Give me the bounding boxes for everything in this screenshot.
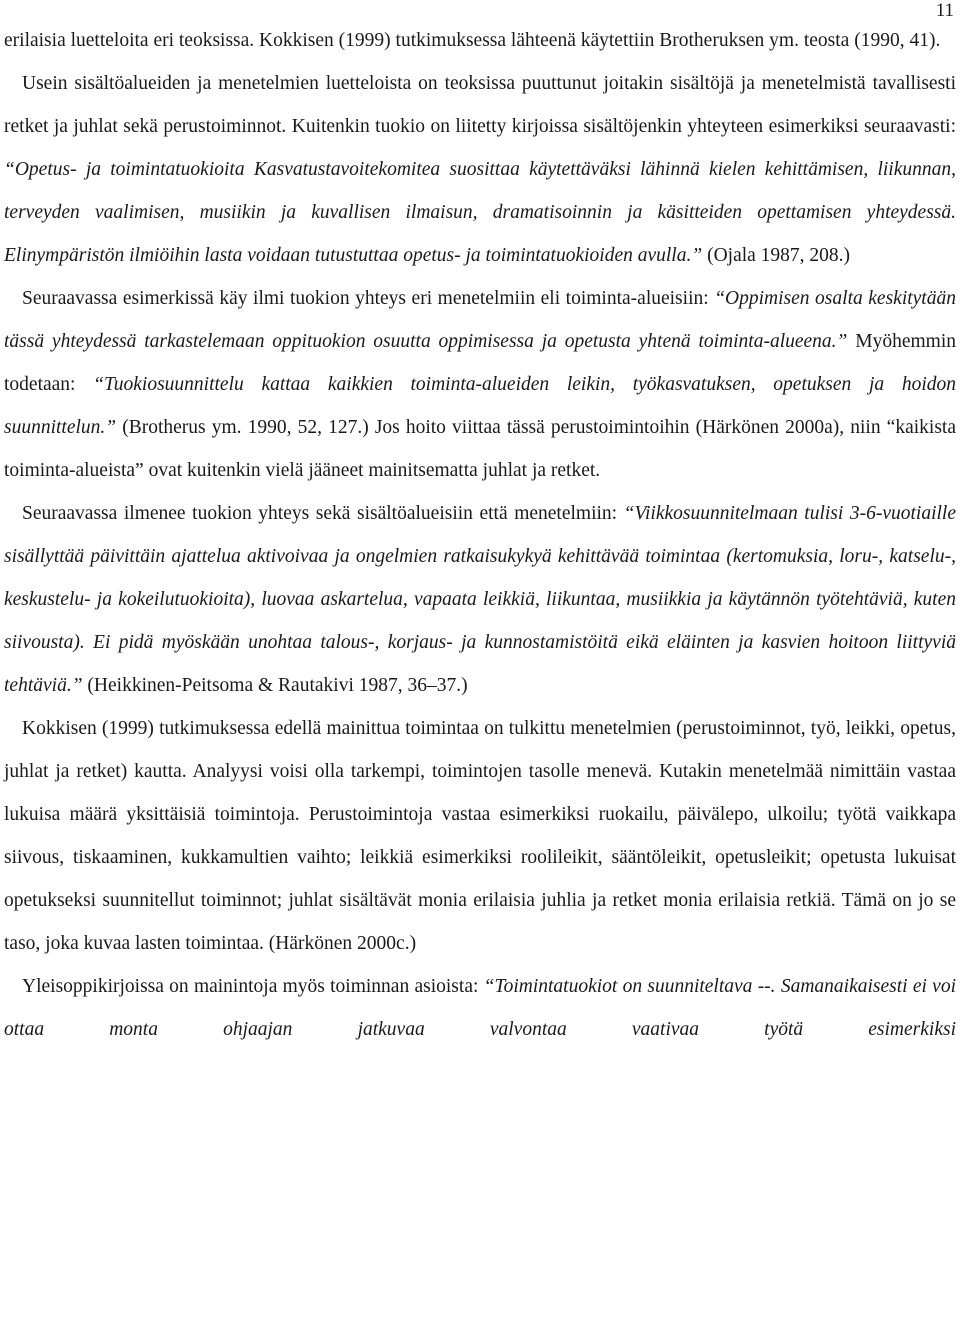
body-text xyxy=(4,19,956,1051)
paragraph-6 xyxy=(4,965,956,1051)
citation: (Ojala 1987, 208.) xyxy=(702,245,851,266)
text-run: Yleisoppikirjoissa on mainintoja myös toiminnan asioista: xyxy=(22,976,484,997)
paragraph-5 xyxy=(4,707,956,965)
text-run: Kokkisen (1999) tutkimuksessa edellä mainittua toimintaa on tulkittu menetelmien (perustoiminnot, työ, leikki, opetus, juhlat ja retket) kautta. Analyysi voisi olla tarkempi, toimintojen tasolle menevä. Kutakin menetelmää nimittäin vastaa lukuisa määrä yksittäisiä toimintoja. Perustoimintoja vastaa esimerkiksi ruokailu, päivälepo, ulkoilu; työtä vaikkapa siivous, tiskaaminen, kukkamultien vaihto; leikkiä esimerkiksi roolileikit, sääntöleikit, opetusleikit; opetusta lukuisat opetukseksi suunnitellut toiminnot; juhlat sisältävät monia erilaisia juhlia ja retket monia erilaisia retkiä. Tämä on jo se taso, joka kuvaa lasten toimintaa. (Härkönen 2000c.) xyxy=(4,718,956,954)
page-number: 11 xyxy=(935,0,954,21)
paragraph-1 xyxy=(4,19,956,62)
quotation: “Oppimisen osalta keskitytään tässä yhteydessä tarkastelemaan oppituokion osuutta oppimisessa ja opetusta yhtenä toiminta-alueena.” xyxy=(4,288,956,352)
citation: (Brotherus ym. 1990, 52, 127.) Jos hoito viittaa tässä perustoimintoihin (Härkönen 2000a), niin “kaikista toiminta-alueista” ovat kuitenkin vielä jääneet mainitsematta juhlat ja retket. xyxy=(4,417,956,481)
paragraph-4 xyxy=(4,492,956,707)
paragraph-2 xyxy=(4,62,956,277)
text-run: Myöhemmin todetaan: xyxy=(4,331,956,395)
quotation: “Viikkosuunnitelmaan tulisi 3-6-vuotiaille sisällyttää päivittäin ajattelua aktivoivaa ja ongelmien ratkaisukykyä kehittävää toimintaa (kertomuksia, loru-, katselu-, keskustelu- ja kokeilutuokioita), luovaa askartelua, vapaata leikkiä, liikuntaa, musiikkia ja käytännön työtehtäviä, kuten siivousta). Ei pidä myöskään unohtaa talous-, korjaus- ja kunnostamistöitä eikä eläinten ja kasvien hoitoon liittyviä tehtäviä.” xyxy=(4,503,956,696)
text-run: Seuraavassa esimerkissä käy ilmi tuokion yhteys eri menetelmiin eli toiminta-alueisiin: xyxy=(22,288,715,309)
text-run: erilaisia luetteloita eri teoksissa. Kokkisen (1999) tutkimuksessa lähteenä käytettiin Brotheruksen ym. teosta (1990, 41). xyxy=(4,30,941,51)
citation: (Heikkinen-Peitsoma & Rautakivi 1987, 36–37.) xyxy=(82,675,468,696)
quotation: “Toimintatuokiot on suunniteltava --. Samanaikaisesti ei voi ottaa monta ohjaajan jatkuvaa valvontaa vaativaa työtä esimerkiksi xyxy=(4,976,956,1040)
quotation: “Opetus- ja toimintatuokioita Kasvatustavoitekomitea suosittaa käytettäväksi lähinnä kielen kehittämisen, liikunnan, terveyden vaalimisen, musiikin ja kuvallisen ilmaisun, dramatisoinnin ja käsitteiden opettamisen yhteydessä. Elinympäristön ilmiöihin lasta voidaan tutustuttaa opetus- ja toimintatuokioiden avulla.” xyxy=(4,159,956,266)
text-run: Usein sisältöalueiden ja menetelmien luetteloista on teoksissa puuttunut joitakin sisältöjä ja menetelmistä tavallisesti retket ja juhlat sekä perustoiminnot. Kuitenkin tuokio on liitetty kirjoissa sisältöjenkin yhteyteen esimerkiksi seuraavasti: xyxy=(4,73,956,137)
text-run: Seuraavassa ilmenee tuokion yhteys sekä sisältöalueisiin että menetelmiin: xyxy=(22,503,624,524)
paragraph-3 xyxy=(4,277,956,492)
quotation: “Tuokiosuunnittelu kattaa kaikkien toiminta-alueiden leikin, työkasvatuksen, opetuksen ja hoidon suunnittelun.” xyxy=(4,374,956,438)
